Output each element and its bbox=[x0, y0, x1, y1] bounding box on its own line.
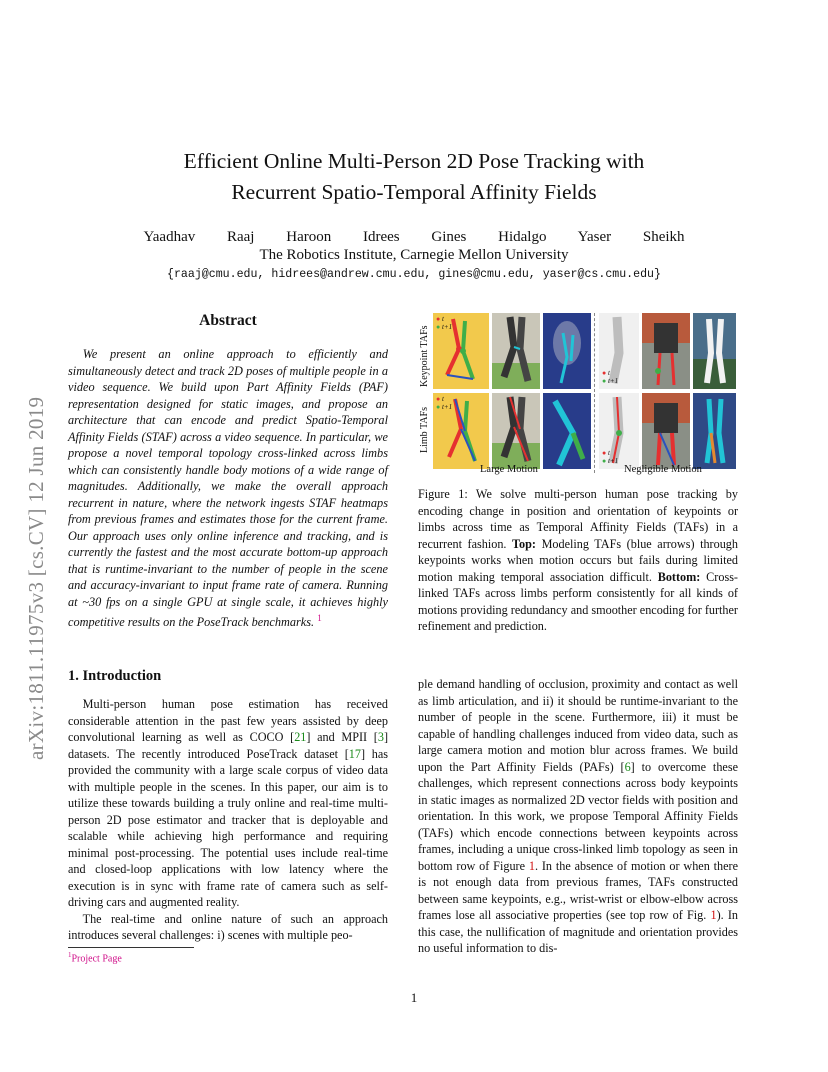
author-name: Yaser Sheikh bbox=[577, 229, 685, 245]
figure-divider bbox=[594, 313, 596, 473]
paper-title bbox=[100, 146, 728, 208]
legend-t1: ● t+1 bbox=[436, 403, 453, 411]
project-page-link[interactable]: Project Page bbox=[71, 953, 122, 965]
citation-link[interactable]: 21 bbox=[294, 730, 307, 744]
footnote-divider bbox=[68, 947, 194, 948]
row-label-limb: Limb TAFs bbox=[419, 407, 430, 453]
figure-reference-link[interactable]: 1 bbox=[528, 858, 535, 873]
panel-keypoint-large-1 bbox=[433, 313, 489, 389]
footnote-reference[interactable]: 1 bbox=[317, 613, 322, 623]
legend-t1: ● t+1 bbox=[602, 377, 619, 385]
legend-t: ● t bbox=[436, 315, 444, 323]
panel-limb-negligible-3 bbox=[693, 393, 736, 469]
intro-paragraph: Multi-person human pose estimation has received considerable attention in the past few years assisted by deep convolutional learning as well as COCO [21] and MPII [3] datasets. The recently introduced PoseTrack dataset [17] has provided the community with a large scale corpus of video data with multiple people in the scenes. In this paper, our aim is to utilize these towards building a truly online and real-time multi-person 2D pose estimator and tracker that is deployable and scalable while achieving high performance and requiring minimal post-processing. The potential uses include real-time and closed-loop applications with low latency where the execution is in sync with frame rate of camera such as self-driving cars and augmented reality. bbox=[68, 697, 388, 909]
panel-limb-large-2 bbox=[492, 393, 540, 469]
row-label-keypoint: Keypoint TAFs bbox=[419, 325, 430, 387]
arxiv-stamp bbox=[20, 290, 50, 760]
figure-reference-link[interactable]: 1 bbox=[710, 908, 717, 922]
panel-keypoint-large-3 bbox=[543, 313, 591, 389]
legend-t1: ● t+1 bbox=[436, 323, 453, 331]
title-line-1: Efficient Online Multi-Person 2D Pose Tracking with bbox=[183, 149, 645, 173]
citation-link[interactable]: 6 bbox=[624, 759, 631, 774]
panel-keypoint-large-2 bbox=[492, 313, 540, 389]
intro-column-left bbox=[68, 696, 388, 944]
legend-t1: ● t+1 bbox=[602, 457, 619, 465]
footnote: $^1$Project Page bbox=[68, 951, 122, 965]
panel-limb-large-3 bbox=[543, 393, 591, 469]
panel-limb-negligible-1 bbox=[599, 393, 639, 469]
figure-caption: Figure 1: We solve multi-person human pose tracking by encoding change in position and orientation of keypoints or limbs across time as Temporal Affinity Fields (TAFs) in a recurrent fashion. Top: Modeling TAFs (blue arrows) through keypoints works when motion occurs but fails during limited motion making temporal association difficult. Bottom: Cross-linked TAFs across limbs perform consistently for all kinds of motions providing redundancy and smoother encoding for further refinement and prediction. bbox=[418, 487, 738, 633]
panel-keypoint-negligible-2 bbox=[642, 313, 690, 389]
abstract-text: We present an online approach to efficiently and simultaneously detect and track 2D poses of multiple people in a video sequence. We build upon Part Affinity Fields (PAF) representation designed for static images, and propose an architecture that can encode and predict Spatio-Temporal Affinity Fields (STAF) across a video sequence. In particular, we propose a novel temporal topology cross-linked across limbs which can consistently handle body motions of a wide range of magnitudes. Additionally, we make the overall approach recurrent in nature, where the network ingests STAF heatmaps from previous frames and estimates those for the current frame. Our approach uses only online inference and tracking, and is currently the fastest and the most accurate bottom-up approach that is runtime-invariant to the number of people in the scene and accuracy-invariant to input frame rate of camera. Running at ~30 fps on a single GPU at single scale, it achieves highly competitive results on the PoseTrack benchmarks. bbox=[68, 347, 388, 630]
author-list bbox=[100, 229, 728, 246]
author-name: Yaadhav Raaj bbox=[143, 229, 255, 245]
panel-limb-negligible-2 bbox=[642, 393, 690, 469]
author-name: Haroon Idrees bbox=[286, 229, 400, 245]
affiliation: The Robotics Institute, Carnegie Mellon University bbox=[259, 247, 569, 263]
section-heading-introduction: 1. Introduction bbox=[68, 668, 162, 684]
abstract-heading: Abstract bbox=[199, 312, 257, 329]
panel-limb-large-1 bbox=[433, 393, 489, 469]
citation-link[interactable]: 3 bbox=[377, 730, 384, 744]
arxiv-stamp-text: arXiv:1811.11975v3 [cs.CV] 12 Jun 2019 bbox=[24, 396, 48, 760]
legend-t: ● t bbox=[602, 449, 610, 457]
legend-t: ● t bbox=[602, 369, 610, 377]
intro-paragraph: The real-time and online nature of such an approach introduces several challenges: i) scenes with multiple peo- bbox=[68, 911, 388, 942]
title-line-2: Recurrent Spatio-Temporal Affinity Fields bbox=[231, 180, 597, 204]
panel-keypoint-negligible-3 bbox=[693, 313, 736, 389]
intro-column-right: ple demand handling of occlusion, proximity and contact as well as limb articulation, and ii) it should be runtime-invariant to the number of people in the scene. Furthermore, iii) it must be capable of handling challenges induced from video data, such as large camera motion and motion blur across frames. We build upon the Part Affinity Fields (PAFs) [6] to overcome these challenges, which represent connections across body keypoints in static images as normalized 2D vector fields with position and orientation. In this work, we propose Temporal Affinity Fields (TAFs) which encode connections between keypoints across frames, including a unique cross-linked limb topology as seen in bottom row of Figure 1. In the absence of motion or when there is not enough data from previous frames, TAFs constructed between same keypoints, e.g., wrist-wrist or elbow-elbow across frames lose all associative properties (see top row of Fig. 1). In this case, the nullification of magnitude and orientation provides no useful information to dis- bbox=[418, 677, 738, 955]
citation-link[interactable]: 17 bbox=[348, 746, 361, 761]
figure-1 bbox=[418, 313, 736, 478]
sublabel-negligible-motion: Negligible Motion bbox=[624, 464, 702, 475]
author-emails: {raaj@cmu.edu, hidrees@andrew.cmu.edu, gines@cmu.edu, yaser@cs.cmu.edu} bbox=[167, 268, 661, 281]
sublabel-large-motion: Large Motion bbox=[480, 464, 538, 475]
panel-keypoint-negligible-1 bbox=[599, 313, 639, 389]
abstract-body bbox=[68, 346, 388, 631]
legend-t: ● t bbox=[436, 395, 444, 403]
page-number: 1 bbox=[410, 990, 418, 1005]
author-name: Gines Hidalgo bbox=[431, 229, 547, 245]
